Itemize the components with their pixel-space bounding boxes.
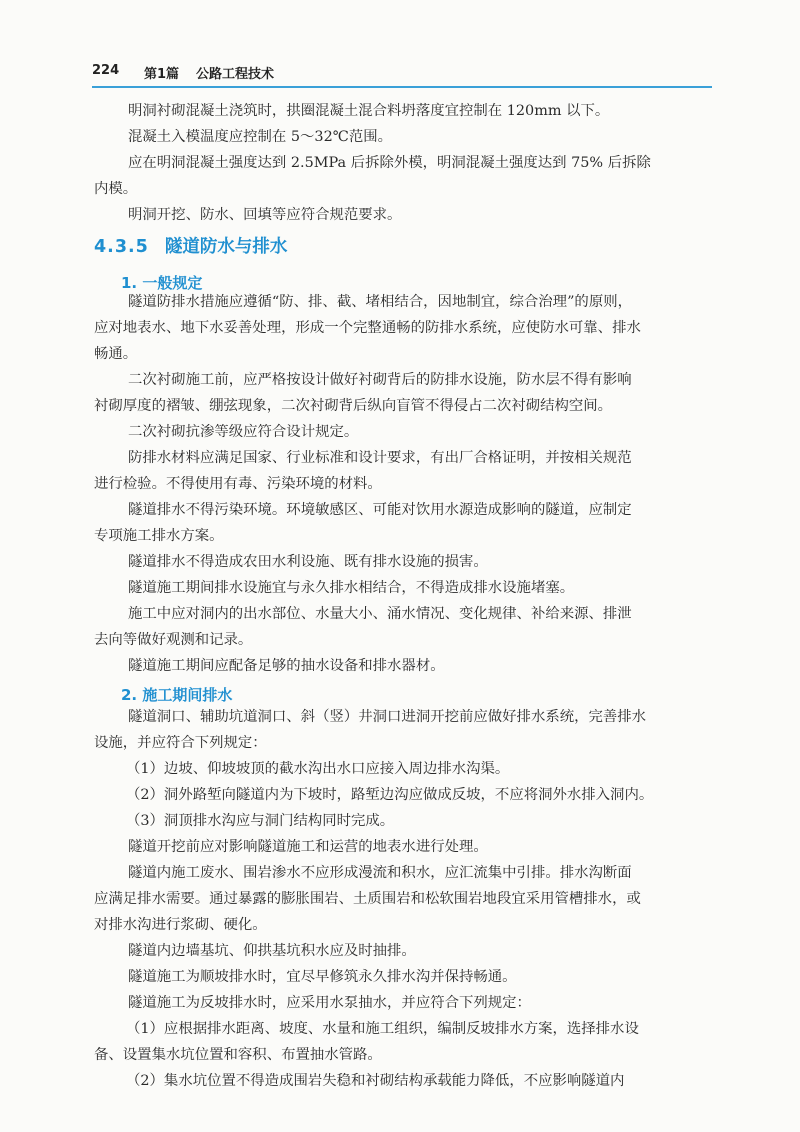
part-label: 第1篇 <box>144 67 180 82</box>
subsection-heading: 1. 一般规定 <box>121 274 203 292</box>
body-line: 隧道内边墙基坑、仰拱基坑积水应及时抽排。 <box>128 943 416 959</box>
body-line: 去向等做好观测和记录。 <box>94 632 253 648</box>
body-line: 进行检验。不得使用有毒、污染环境的材料。 <box>94 476 382 492</box>
body-line: 内模。 <box>94 181 138 197</box>
list-item: （2）洞外路堑向隧道内为下坡时，路堑边沟应做成反坡，不应将洞外水排入洞内。 <box>126 787 654 803</box>
list-item: （2）集水坑位置不得造成围岩失稳和衬砌结构承载能力降低，不应影响隧道内 <box>126 1073 625 1089</box>
body-line: 应对地表水、地下水妥善处理，形成一个完整通畅的防排水系统，应使防水可靠、排水 <box>94 320 641 336</box>
section-heading <box>94 233 287 258</box>
section-number: 4.3.5 <box>94 237 149 257</box>
body-line: 隧道开挖前应对影响隧道施工和运营的地表水进行处理。 <box>128 839 488 855</box>
body-line: 畅通。 <box>94 346 138 362</box>
body-line: 备、设置集水坑位置和容积、布置抽水管路。 <box>94 1047 382 1063</box>
body-line: 明洞开挖、防水、回填等应符合规范要求。 <box>128 207 402 223</box>
body-line: 隧道施工为顺坡排水时，宜尽早修筑永久排水沟并保持畅通。 <box>128 969 517 985</box>
part-title: 公路工程技术 <box>196 67 275 82</box>
body-line: 明洞衬砌混凝土浇筑时，拱圈混凝土混合料坍落度宜控制在 120mm 以下。 <box>128 103 610 119</box>
body-line: 混凝土入模温度应控制在 5～32℃范围。 <box>128 129 393 145</box>
page-number: 224 <box>92 63 120 78</box>
body-line: 隧道施工为反坡排水时，应采用水泵抽水，并应符合下列规定： <box>128 995 531 1011</box>
running-header <box>92 61 710 83</box>
body-line: 隧道防排水措施应遵循“防、排、截、堵相结合，因地制宜，综合治理”的原则， <box>128 294 632 310</box>
body-line: 隧道排水不得造成农田水利设施、既有排水设施的损害。 <box>128 554 488 570</box>
body-line: 衬砌厚度的褶皱、绷弦现象，二次衬砌背后纵向盲管不得侵占二次衬砌结构空间。 <box>94 398 613 414</box>
body-line: 隧道内施工废水、围岩渗水不应形成漫流和积水，应汇流集中引排。排水沟断面 <box>128 865 632 881</box>
body-line: 隧道施工期间排水设施宜与永久排水相结合，不得造成排水设施堵塞。 <box>128 580 575 596</box>
body-line: 专项施工排水方案。 <box>94 528 224 544</box>
body-line: 隧道排水不得污染环境。环境敏感区、可能对饮用水源造成影响的隧道，应制定 <box>128 502 632 518</box>
body-line: 施工中应对洞内的出水部位、水量大小、涌水情况、变化规律、补给来源、排泄 <box>128 606 632 622</box>
body-line: 应满足排水需要。通过暴露的膨胀围岩、土质围岩和松软围岩地段宜采用管槽排水，或 <box>94 891 641 907</box>
body-line: 隧道洞口、辅助坑道洞口、斜（竖）井洞口进洞开挖前应做好排水系统，完善排水 <box>128 709 647 725</box>
list-item: （3）洞顶排水沟应与洞门结构同时完成。 <box>126 813 395 829</box>
body-line: 二次衬砌施工前，应严格按设计做好衬砌背后的防排水设施，防水层不得有影响 <box>128 372 632 388</box>
header-rule <box>92 86 712 88</box>
subsection-heading: 2. 施工期间排水 <box>121 686 233 704</box>
list-item: （1）边坡、仰坡坡顶的截水沟出水口应接入周边排水沟渠。 <box>126 761 510 777</box>
body-line: 应在明洞混凝土强度达到 2.5MPa 后拆除外模，明洞混凝土强度达到 75% 后拆除 <box>128 155 651 171</box>
body-line: 对排水沟进行浆砌、硬化。 <box>94 917 267 933</box>
section-title: 隧道防水与排水 <box>164 237 288 257</box>
list-item: （1）应根据排水距离、坡度、水量和施工组织，编制反坡排水方案，选择排水设 <box>126 1021 639 1037</box>
body-line: 设施，并应符合下列规定： <box>94 735 267 751</box>
body-line: 防排水材料应满足国家、行业标准和设计要求，有出厂合格证明，并按相关规范 <box>128 450 632 466</box>
body-line: 二次衬砌抗渗等级应符合设计规定。 <box>128 424 359 440</box>
body-line: 隧道施工期间应配备足够的抽水设备和排水器材。 <box>128 658 445 674</box>
